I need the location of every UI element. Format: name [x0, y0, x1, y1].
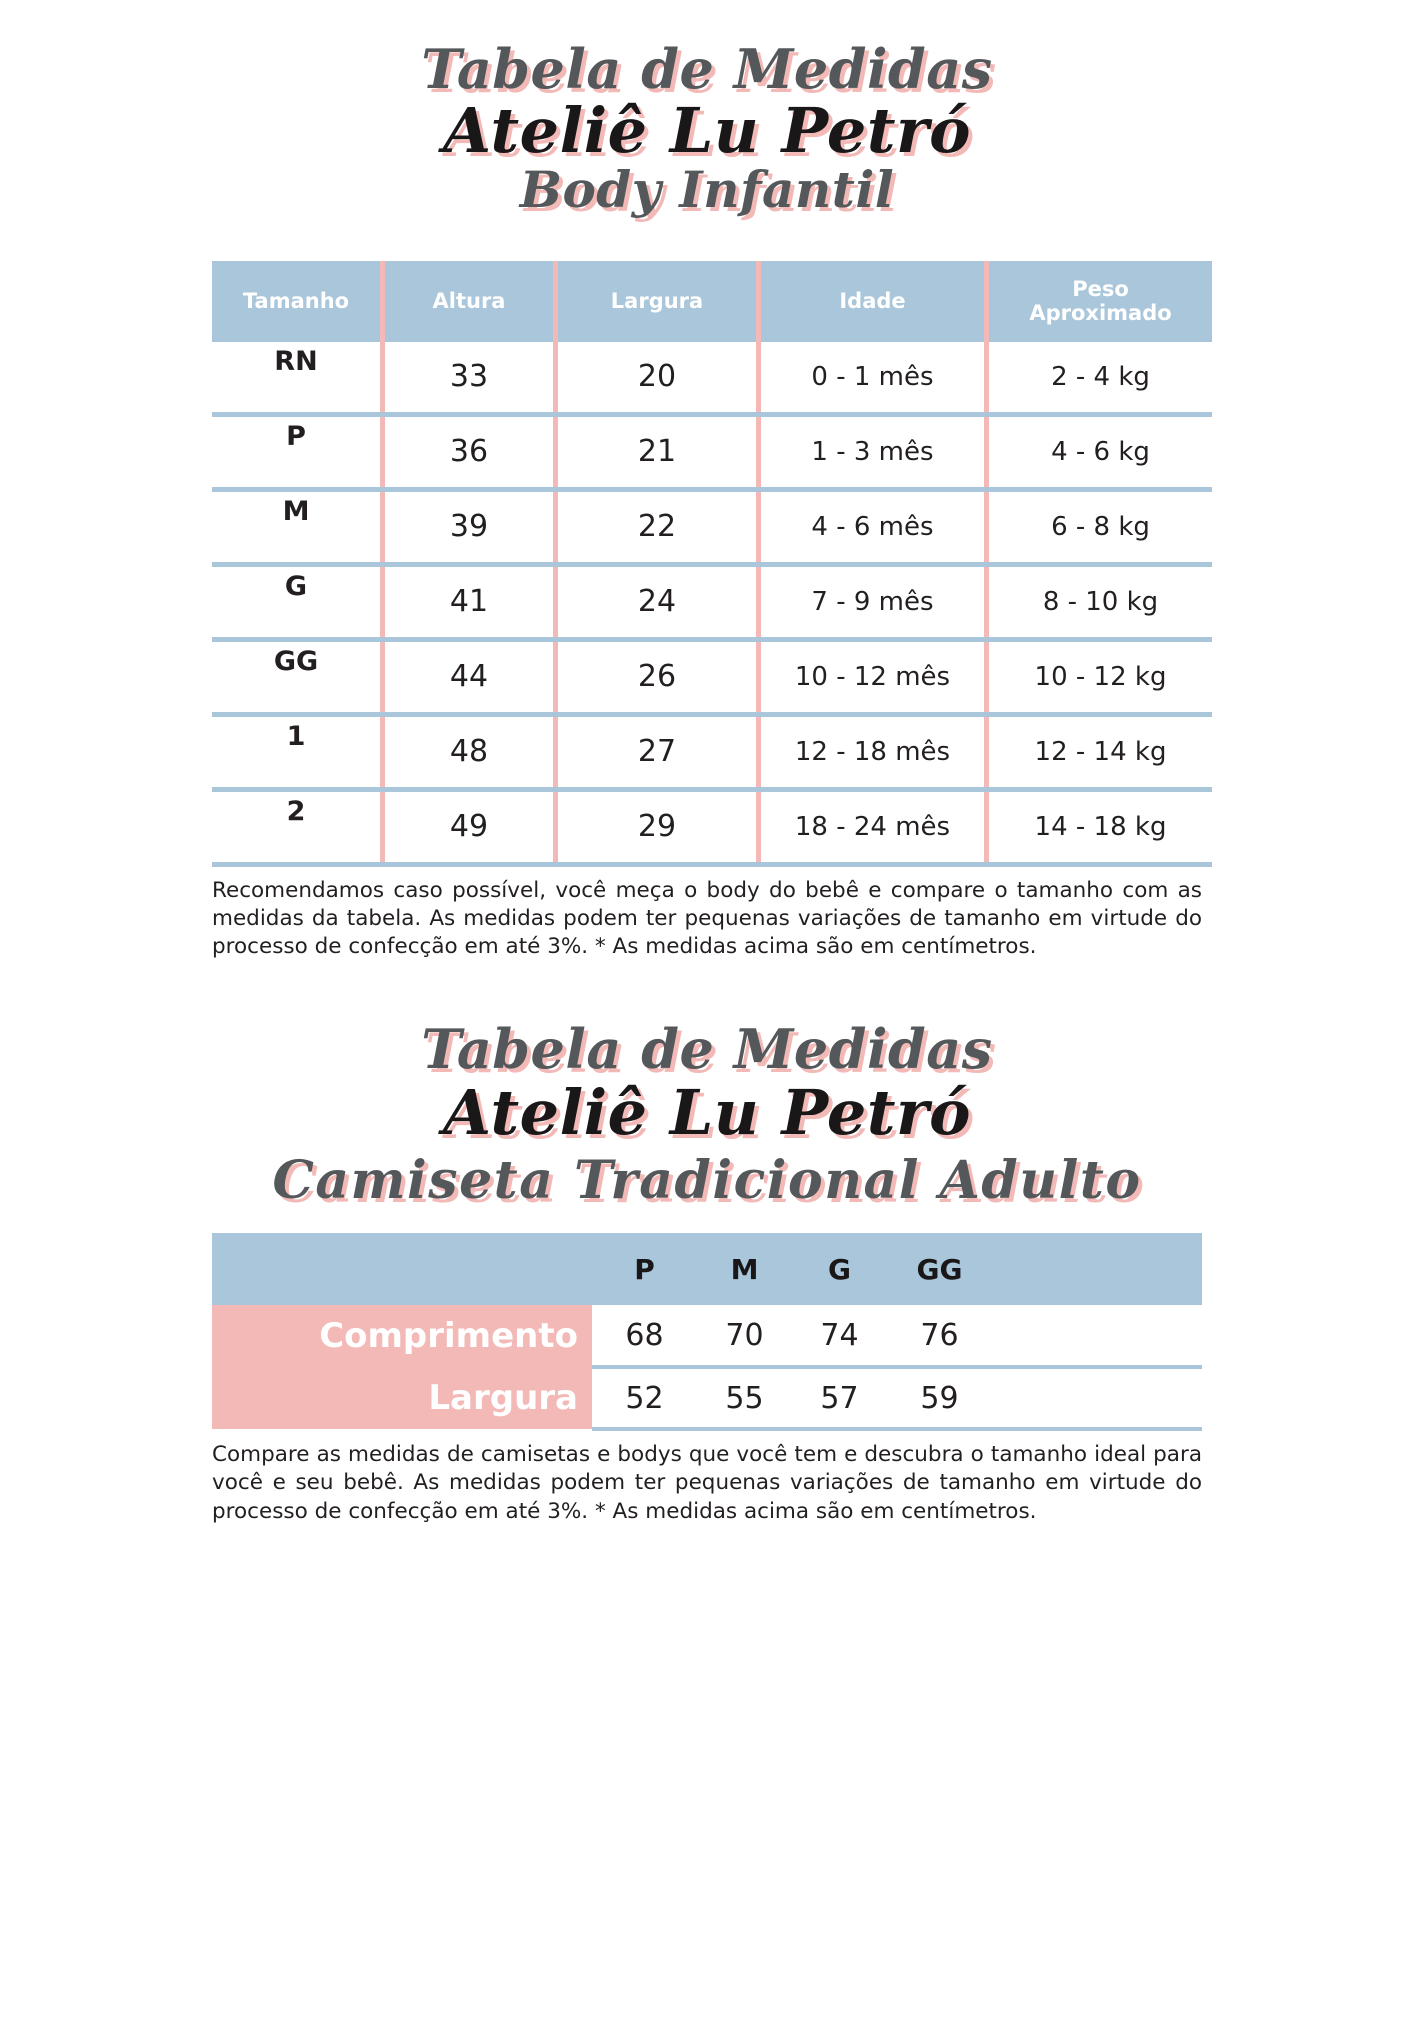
table-row: [212, 714, 1212, 789]
adulto-header-filler: [992, 1233, 1202, 1305]
adulto-cell-largura-p: 52: [592, 1367, 697, 1429]
col-header-idade: Idade: [759, 261, 987, 341]
cell-idade: 7 - 9 mês: [759, 564, 987, 639]
cell-altura: 41: [383, 564, 556, 639]
col-header-altura: Altura: [383, 261, 556, 341]
size-chart-page: [0, 37, 1414, 2042]
cell-largura: 27: [556, 714, 759, 789]
adulto-cell-comprimento-gg: 76: [887, 1305, 992, 1367]
adulto-title-line-2: Ateliê Lu Petró: [442, 1075, 972, 1149]
adulto-table-head: [212, 1233, 1202, 1305]
col-header-largura: Largura: [556, 261, 759, 341]
infantil-title-line-3: Body Infantil: [519, 160, 895, 220]
adulto-cell-comprimento-g: 74: [792, 1305, 887, 1367]
cell-tamanho: G: [212, 564, 383, 639]
adulto-note: Compare as medidas de camisetas e bodys que você tem e descubra o tamanho ideal para você e seu bebê. As medidas podem ter pequenas variações de tamanho em virtude do processo de confecção em até 3%. * As medidas acima são em centímetros.: [212, 1442, 1202, 1524]
col-header-peso: Peso Aproximado: [987, 261, 1213, 341]
cell-peso: 14 - 18 kg: [987, 789, 1213, 864]
adulto-header-size-gg: GG: [916, 1252, 963, 1286]
table-row: [212, 789, 1212, 864]
adulto-header-size-m: M: [730, 1252, 759, 1286]
cell-largura: 24: [556, 564, 759, 639]
adulto-header-row: [212, 1233, 1202, 1305]
cell-tamanho: GG: [212, 639, 383, 714]
table-row: [212, 564, 1212, 639]
cell-altura: 44: [383, 639, 556, 714]
cell-largura: 21: [556, 414, 759, 489]
cell-altura: 49: [383, 789, 556, 864]
adulto-row-label-largura: Largura: [212, 1367, 592, 1429]
infantil-note: Recomendamos caso possível, você meça o body do bebê e compare o tamanho com as medidas da tabela. As medidas podem ter pequenas variações de tamanho em virtude do processo de confecção em até 3%. * As medidas acima são em centímetros.: [212, 877, 1202, 960]
adulto-header-size-p: P: [634, 1252, 655, 1286]
infantil-title-line-1: Tabela de Medidas: [421, 37, 993, 101]
cell-peso: 10 - 12 kg: [987, 639, 1213, 714]
adulto-cell-largura-filler: [992, 1367, 1202, 1429]
cell-peso: 8 - 10 kg: [987, 564, 1213, 639]
adulto-row-label-comprimento: Comprimento: [212, 1305, 592, 1367]
infantil-table-wrapper: [212, 261, 1202, 866]
adulto-table-wrapper: [212, 1233, 1202, 1431]
adulto-title-line-1: Tabela de Medidas: [421, 1016, 993, 1081]
table-row: [212, 639, 1212, 714]
cell-tamanho: P: [212, 414, 383, 489]
cell-idade: 12 - 18 mês: [759, 714, 987, 789]
adulto-cell-comprimento-filler: [992, 1305, 1202, 1367]
cell-largura: 20: [556, 342, 759, 415]
adulto-cell-comprimento-m: 70: [697, 1305, 792, 1367]
table-row: [212, 414, 1212, 489]
cell-peso: 2 - 4 kg: [987, 342, 1213, 415]
adulto-title-block: [0, 1016, 1414, 1212]
adulto-table-body: [212, 1305, 1202, 1429]
adulto-header-size-g: G: [828, 1252, 851, 1286]
cell-largura: 22: [556, 489, 759, 564]
infantil-title-block: [0, 37, 1414, 220]
cell-idade: 10 - 12 mês: [759, 639, 987, 714]
cell-altura: 33: [383, 342, 556, 415]
cell-tamanho: RN: [212, 342, 383, 415]
cell-tamanho: 1: [212, 714, 383, 789]
table-row: [212, 342, 1212, 415]
cell-tamanho: 2: [212, 789, 383, 864]
cell-altura: 39: [383, 489, 556, 564]
adulto-cell-largura-m: 55: [697, 1367, 792, 1429]
cell-altura: 36: [383, 414, 556, 489]
infantil-size-table: [212, 261, 1212, 866]
cell-peso: 6 - 8 kg: [987, 489, 1213, 564]
cell-idade: 0 - 1 mês: [759, 342, 987, 415]
cell-largura: 29: [556, 789, 759, 864]
adulto-header-blank: [212, 1233, 592, 1305]
table-row: [212, 1305, 1202, 1367]
cell-peso: 4 - 6 kg: [987, 414, 1213, 489]
adulto-cell-largura-gg: 59: [887, 1367, 992, 1429]
infantil-header-row: [212, 261, 1212, 341]
infantil-table-head: [212, 261, 1212, 341]
table-row: [212, 1367, 1202, 1429]
adulto-cell-comprimento-p: 68: [592, 1305, 697, 1367]
adulto-cell-largura-g: 57: [792, 1367, 887, 1429]
infantil-table-body: [212, 342, 1212, 865]
cell-altura: 48: [383, 714, 556, 789]
table-row: [212, 489, 1212, 564]
cell-idade: 1 - 3 mês: [759, 414, 987, 489]
cell-peso: 12 - 14 kg: [987, 714, 1213, 789]
adulto-size-table: [212, 1233, 1202, 1431]
cell-largura: 26: [556, 639, 759, 714]
cell-idade: 18 - 24 mês: [759, 789, 987, 864]
col-header-tamanho: Tamanho: [212, 261, 383, 341]
cell-tamanho: M: [212, 489, 383, 564]
cell-idade: 4 - 6 mês: [759, 489, 987, 564]
infantil-title-line-2: Ateliê Lu Petró: [442, 94, 972, 168]
adulto-title-line-3: Camiseta Tradicional Adulto: [272, 1150, 1142, 1212]
